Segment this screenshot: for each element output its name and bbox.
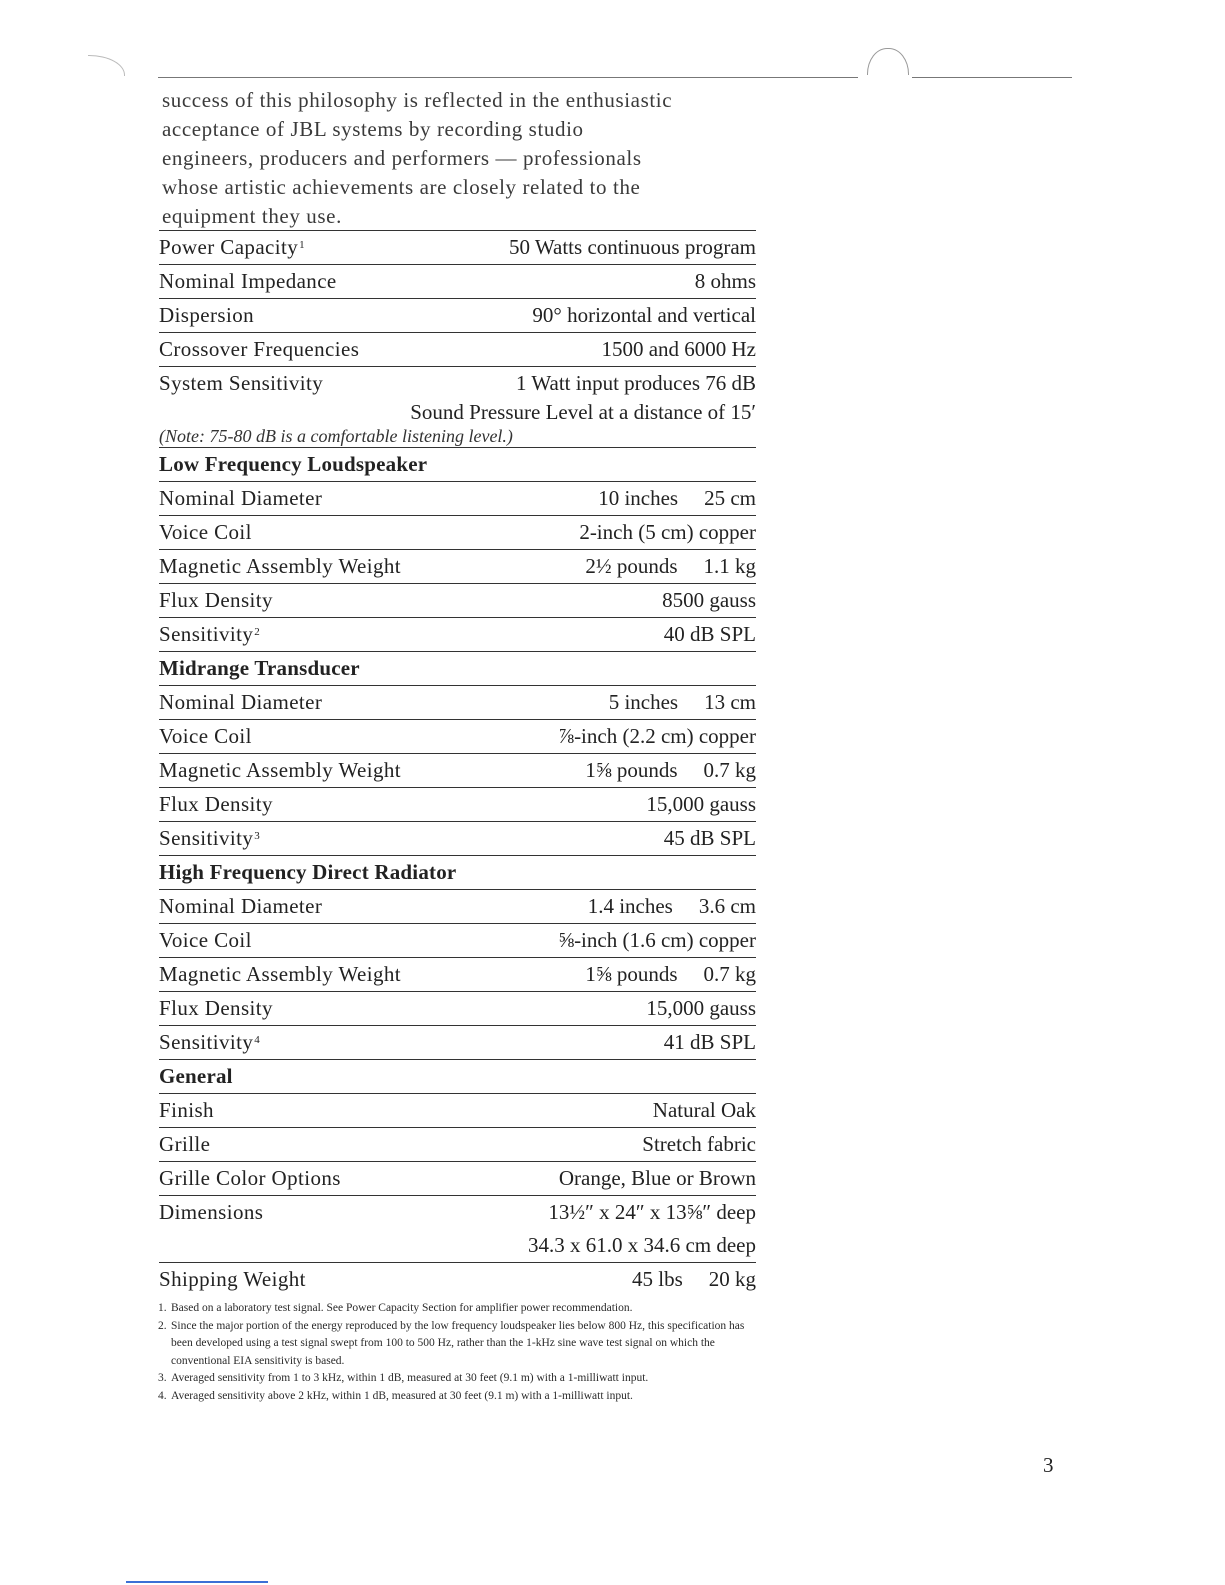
- intro-line: engineers, producers and performers — professionals: [162, 146, 642, 170]
- spec-row-sensitivity: [159, 1025, 756, 1059]
- spec-row-nominal-diameter: [159, 481, 756, 515]
- spec-value: 1 Watt input produces 76 dB: [516, 371, 756, 395]
- value-metric: 34.3 x 61.0 x 34.6 cm deep: [527, 1233, 756, 1257]
- value-imperial: 13½″ x 24″ x 13⅝″ deep: [548, 1200, 756, 1224]
- value-imperial: 2½ pounds: [585, 554, 678, 578]
- spec-row-magnetic-assembly: [159, 957, 756, 991]
- footnote-ref: 1: [299, 239, 306, 251]
- spec-value: [585, 958, 756, 991]
- spec-row-voice-coil: [159, 719, 756, 753]
- spec-label: Finish: [159, 1098, 214, 1122]
- header-rule-right: [912, 77, 1072, 78]
- spec-label: Grille Color Options: [159, 1166, 341, 1190]
- footnote: [158, 1388, 758, 1406]
- value-imperial: 1⅝ pounds: [585, 962, 678, 986]
- footnote-text: Averaged sensitivity above 2 kHz, within 1 dB, measured at 30 feet (9.1 m) with a 1-milliwatt input.: [171, 1389, 633, 1402]
- spec-row-grille-colors: [159, 1161, 756, 1195]
- spec-value: 15,000 gauss: [646, 996, 756, 1020]
- section-heading-low-frequency: [159, 447, 756, 481]
- footnote: [158, 1318, 758, 1371]
- header-rule-left: [158, 77, 858, 78]
- section-title: High Frequency Direct Radiator: [159, 860, 457, 884]
- spec-label: [159, 1026, 260, 1059]
- spec-row-dimensions: [159, 1195, 756, 1262]
- spec-row-power-capacity: [159, 230, 756, 264]
- bottom-edge-mark: [126, 1581, 268, 1583]
- spec-row-crossover: [159, 332, 756, 366]
- listening-level-note: (Note: 75-80 dB is a comfortable listening level.): [159, 426, 513, 446]
- spec-value: [585, 754, 756, 787]
- spec-label-text: Sensitivity: [159, 826, 254, 850]
- spec-label: Crossover Frequencies: [159, 337, 360, 361]
- spec-row-flux-density: [159, 991, 756, 1025]
- spec-label-text: Sensitivity: [159, 622, 254, 646]
- spec-label: Grille: [159, 1132, 211, 1156]
- footnotes: [158, 1300, 758, 1405]
- spec-label-text: Power Capacity: [159, 235, 299, 259]
- spec-label: Flux Density: [159, 996, 273, 1020]
- footnote-text: Since the major portion of the energy reproduced by the low frequency loudspeaker lies below 800 Hz, this specification has been developed using a test signal swept from 100 to 500 Hz, rather than the 1-kHz sine wave test signal on which the conventional EIA sensitivity is based.: [171, 1319, 745, 1367]
- spec-value-continued: Sound Pressure Level at a distance of 15′: [410, 400, 756, 424]
- spec-row-system-sensitivity: [159, 366, 756, 447]
- spec-value: [598, 482, 756, 515]
- spec-value: 40 dB SPL: [663, 622, 756, 646]
- intro-paragraph: [162, 86, 762, 231]
- footnote-number: 3.: [158, 1372, 167, 1384]
- section-heading-high-frequency: [159, 855, 756, 889]
- footnote-number: 4.: [158, 1389, 167, 1402]
- value-metric: 13 cm: [704, 690, 756, 714]
- spec-label: Nominal Diameter: [159, 486, 323, 510]
- section-heading-general: [159, 1059, 756, 1093]
- intro-line: success of this philosophy is reflected in the enthusiastic: [162, 88, 673, 112]
- spec-row-voice-coil: [159, 515, 756, 549]
- spec-value: 8500 gauss: [662, 588, 756, 612]
- spec-value: 8 ohms: [694, 269, 756, 293]
- intro-line: equipment they use.: [162, 204, 342, 228]
- spec-value: [585, 550, 756, 583]
- footnote-text: Based on a laboratory test signal. See Power Capacity Section for amplifier power recommendation.: [171, 1302, 633, 1314]
- spec-label: [159, 822, 260, 855]
- spec-row-sensitivity: [159, 821, 756, 855]
- spec-value: 1500 and 6000 Hz: [601, 337, 756, 361]
- intro-line: whose artistic achievements are closely related to the: [162, 175, 641, 199]
- spec-row-dispersion: [159, 298, 756, 332]
- spec-label: Flux Density: [159, 588, 273, 612]
- value-imperial: 45 lbs: [631, 1267, 683, 1291]
- crop-mark-left: [88, 55, 125, 76]
- spec-label: System Sensitivity: [159, 371, 324, 395]
- spec-label-text: Sensitivity: [159, 1030, 254, 1054]
- spec-label: Nominal Impedance: [159, 269, 337, 293]
- spec-label: Voice Coil: [159, 928, 252, 952]
- spec-row-sensitivity: [159, 617, 756, 651]
- spec-value: [588, 890, 756, 923]
- value-metric: 0.7 kg: [703, 758, 756, 782]
- page-number: 3: [1043, 1453, 1054, 1477]
- spec-row-nominal-diameter: [159, 889, 756, 923]
- spec-value: [528, 1196, 756, 1262]
- section-heading-midrange: [159, 651, 756, 685]
- spec-label: Voice Coil: [159, 520, 252, 544]
- spec-value: 2-inch (5 cm) copper: [579, 520, 756, 544]
- footnote: [158, 1370, 758, 1388]
- spec-label: Flux Density: [159, 792, 273, 816]
- spec-label: [159, 618, 260, 651]
- spec-label: Magnetic Assembly Weight: [159, 554, 401, 578]
- spec-row-magnetic-assembly: [159, 549, 756, 583]
- spec-label: Nominal Diameter: [159, 690, 323, 714]
- section-title: Midrange Transducer: [159, 656, 360, 680]
- crop-mark-right: [867, 48, 909, 75]
- value-metric: 1.1 kg: [703, 554, 756, 578]
- value-metric: 25 cm: [704, 486, 756, 510]
- spec-table: [159, 230, 756, 1296]
- spec-label: [159, 231, 305, 264]
- footnote-number: 1.: [158, 1302, 167, 1314]
- spec-value: Orange, Blue or Brown: [558, 1166, 756, 1190]
- spec-row-voice-coil: [159, 923, 756, 957]
- spec-row-shipping-weight: [159, 1262, 756, 1296]
- spec-value: 41 dB SPL: [663, 1030, 756, 1054]
- spec-value: Natural Oak: [652, 1098, 756, 1122]
- spec-label: Dispersion: [159, 303, 254, 327]
- spec-value: 15,000 gauss: [646, 792, 756, 816]
- spec-row-grille: [159, 1127, 756, 1161]
- section-title: Low Frequency Loudspeaker: [159, 452, 428, 476]
- spec-row-magnetic-assembly: [159, 753, 756, 787]
- footnote-ref: 3: [254, 830, 261, 842]
- value-imperial: 1.4 inches: [587, 894, 673, 918]
- intro-line: acceptance of JBL systems by recording studio: [162, 117, 584, 141]
- section-title: General: [159, 1064, 233, 1088]
- spec-value: ⅝-inch (1.6 cm) copper: [558, 928, 756, 952]
- spec-value: 50 Watts continuous program: [509, 235, 756, 259]
- footnote: [158, 1300, 758, 1318]
- value-metric: 0.7 kg: [703, 962, 756, 986]
- spec-label: Dimensions: [159, 1200, 264, 1224]
- footnote-ref: 4: [254, 1034, 261, 1046]
- footnote-ref: 2: [254, 626, 261, 638]
- spec-label: Nominal Diameter: [159, 894, 323, 918]
- spec-label: Magnetic Assembly Weight: [159, 962, 401, 986]
- spec-value: [609, 686, 756, 719]
- spec-row-nominal-impedance: [159, 264, 756, 298]
- spec-row-nominal-diameter: [159, 685, 756, 719]
- spec-label: Voice Coil: [159, 724, 252, 748]
- spec-value: 45 dB SPL: [663, 826, 756, 850]
- value-metric: 20 kg: [708, 1267, 756, 1291]
- footnote-text: Averaged sensitivity from 1 to 3 kHz, within 1 dB, measured at 30 feet (9.1 m) with a 1-milliwatt input.: [171, 1372, 649, 1384]
- spec-label: Magnetic Assembly Weight: [159, 758, 401, 782]
- value-imperial: 5 inches: [608, 690, 679, 714]
- value-metric: 3.6 cm: [698, 894, 756, 918]
- value-imperial: 1⅝ pounds: [585, 758, 678, 782]
- spec-row-flux-density: [159, 787, 756, 821]
- spec-value: Stretch fabric: [642, 1132, 756, 1156]
- spec-value: ⅞-inch (2.2 cm) copper: [558, 724, 756, 748]
- spec-value: 90° horizontal and vertical: [532, 303, 756, 327]
- spec-label: Shipping Weight: [159, 1267, 306, 1291]
- spec-row-flux-density: [159, 583, 756, 617]
- footnote-number: 2.: [158, 1319, 167, 1332]
- value-imperial: 10 inches: [598, 486, 679, 510]
- spec-value: [632, 1263, 756, 1296]
- spec-row-finish: [159, 1093, 756, 1127]
